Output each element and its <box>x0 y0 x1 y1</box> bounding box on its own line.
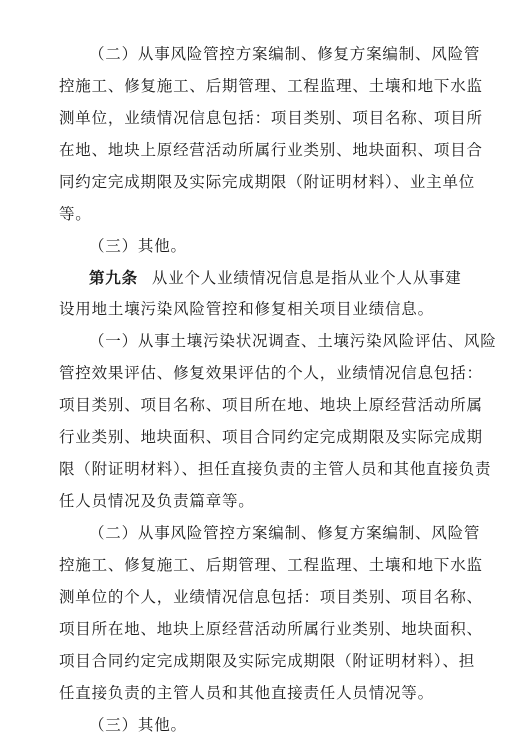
paragraph-line: （三）其他。 <box>89 716 187 734</box>
paragraph-line: 任人员情况及负责篇章等。 <box>59 492 255 510</box>
paragraph-line: 项目所在地、地块上原经营活动所属行业类别、地块面积、 <box>59 620 483 638</box>
paragraph-line: 控施工、修复施工、后期管理、工程监理、土壤和地下水监 <box>59 77 483 95</box>
article-text: 从业个人业绩情况信息是指从业个人从事建 <box>151 269 462 287</box>
article-label: 第九条 <box>89 269 138 287</box>
paragraph-line: 管控效果评估、修复效果评估的个人，业绩情况信息包括： <box>59 364 483 382</box>
paragraph-line: （二）从事风险管控方案编制、修复方案编制、风险管 <box>89 45 481 63</box>
paragraph-line: （二）从事风险管控方案编制、修复方案编制、风险管 <box>89 524 481 542</box>
paragraph-line: （三）其他。 <box>89 237 187 255</box>
paragraph-line: （一）从事土壤污染状况调查、土壤污染风险评估、风险 <box>89 332 497 350</box>
paragraph-line: 限（附证明材料）、担任直接负责的主管人员和其他直接负责 <box>59 460 492 478</box>
paragraph-line: 项目类别、项目名称、项目所在地、地块上原经营活动所属 <box>59 396 483 414</box>
paragraph-line: 等。 <box>59 205 92 223</box>
paragraph-line: 测单位，业绩情况信息包括：项目类别、项目名称、项目所 <box>59 109 483 127</box>
paragraph-line: 在地、地块上原经营活动所属行业类别、地块面积、项目合 <box>59 141 483 159</box>
article-heading-line <box>89 268 462 288</box>
paragraph-line: 设用地土壤污染风险管控和修复相关项目业绩信息。 <box>59 300 434 318</box>
paragraph-line: 同约定完成期限及实际完成期限（附证明材料）、业主单位 <box>59 173 476 191</box>
paragraph-line: 任直接负责的主管人员和其他直接责任人员情况等。 <box>59 684 434 702</box>
paragraph-line: 控施工、修复施工、后期管理、工程监理、土壤和地下水监 <box>59 556 483 574</box>
paragraph-line: 项目合同约定完成期限及实际完成期限（附证明材料）、担 <box>59 652 476 670</box>
paragraph-line: 测单位的个人，业绩情况信息包括：项目类别、项目名称、 <box>59 588 483 606</box>
paragraph-line: 行业类别、地块面积、项目合同约定完成期限及实际完成期 <box>59 428 483 446</box>
